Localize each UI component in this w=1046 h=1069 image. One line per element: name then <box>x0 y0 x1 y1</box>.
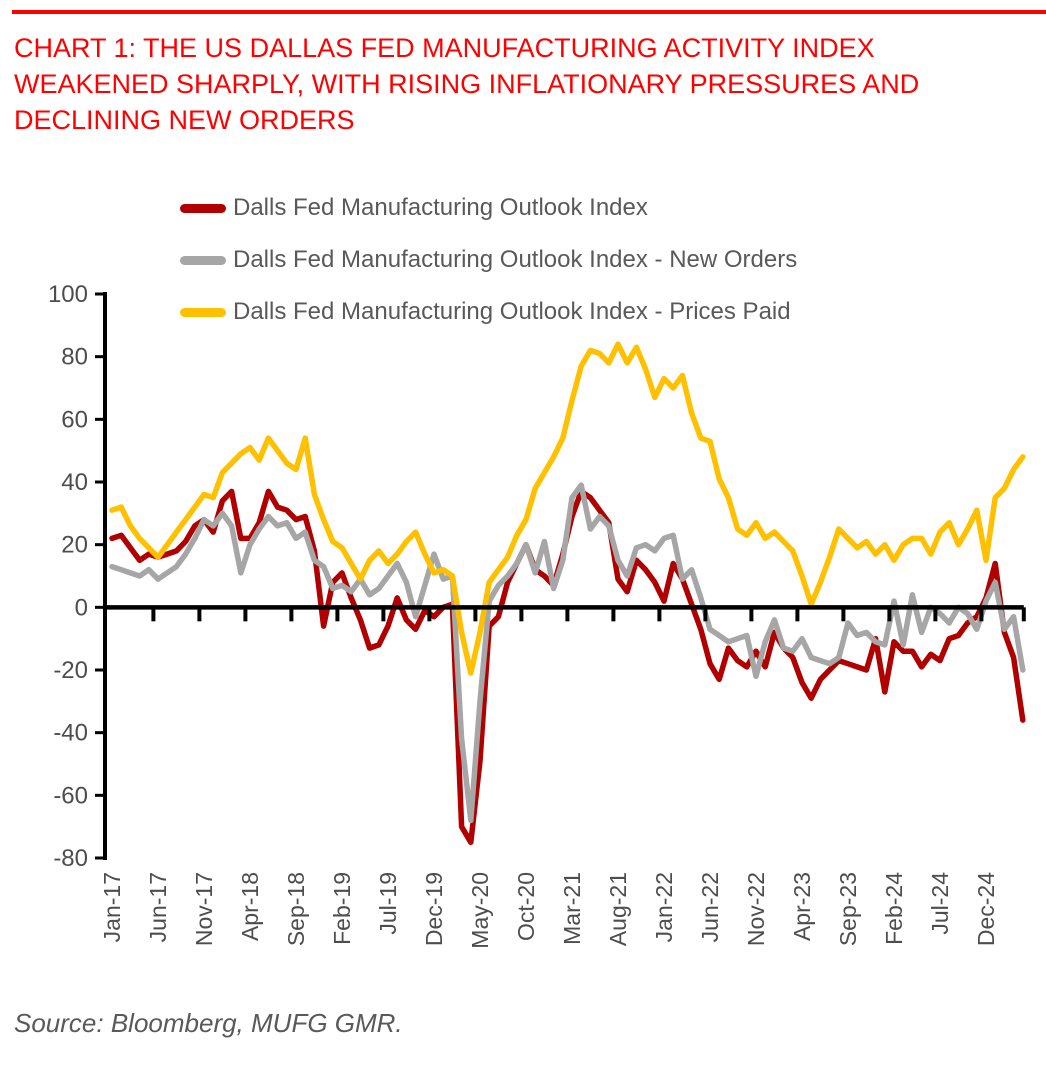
series-lines <box>112 344 1023 842</box>
x-tick-label: Dec-19 <box>421 872 447 947</box>
x-tick-label: Nov-22 <box>743 872 769 947</box>
x-tick-label: Aug-21 <box>605 872 631 947</box>
y-tick-label: 60 <box>61 406 88 434</box>
y-tick-label: 80 <box>61 343 88 371</box>
chart-legend <box>180 182 797 338</box>
legend-label-prices-paid: Dalls Fed Manufacturing Outlook Index - Prices Paid <box>233 298 791 325</box>
legend-item-index <box>180 182 797 234</box>
y-tick-label: 100 <box>47 281 88 308</box>
legend-item-prices-paid <box>180 286 797 338</box>
y-axis <box>48 281 105 872</box>
x-tick-label: Sep-18 <box>283 872 309 947</box>
legend-swatch-new-orders <box>180 256 226 265</box>
x-tick-label: Feb-24 <box>881 872 907 945</box>
x-tick-label: Feb-19 <box>329 872 355 945</box>
x-tick-label: Jul-24 <box>927 872 953 935</box>
chart-title-line3: DECLINING NEW ORDERS <box>14 105 355 135</box>
x-tick-label: Apr-23 <box>789 872 815 942</box>
y-tick-label: 40 <box>61 469 88 496</box>
x-tick-label: Sep-23 <box>835 872 861 947</box>
y-tick-label: -40 <box>53 719 88 747</box>
x-axis <box>103 607 1024 621</box>
x-axis-labels <box>99 872 999 949</box>
legend-label-new-orders: Dalls Fed Manufacturing Outlook Index - New Orders <box>233 246 798 273</box>
legend-item-new-orders <box>180 234 797 286</box>
x-tick-label: Oct-20 <box>513 872 539 942</box>
x-tick-label: Jan-17 <box>99 872 125 943</box>
x-tick-label: May-20 <box>467 872 493 949</box>
x-tick-label: Dec-24 <box>973 872 999 947</box>
x-tick-label: Jan-22 <box>651 872 677 943</box>
chart-title-line1: CHART 1: THE US DALLAS FED MANUFACTURING ACTIVITY INDEX <box>14 33 875 63</box>
source-note: Source: Bloomberg, MUFG GMR. <box>14 1008 403 1038</box>
x-tick-label: Nov-17 <box>191 872 217 947</box>
y-tick-label: 20 <box>61 531 88 559</box>
series-line-2 <box>112 344 1023 673</box>
legend-swatch-index <box>180 204 226 213</box>
x-tick-label: Jun-17 <box>145 872 171 943</box>
x-tick-label: Jun-22 <box>697 872 723 943</box>
y-tick-label: -60 <box>53 782 88 810</box>
legend-label-index: Dalls Fed Manufacturing Outlook Index <box>233 194 648 221</box>
y-tick-label: 0 <box>74 594 88 622</box>
y-tick-label: -20 <box>53 657 88 684</box>
x-tick-label: Mar-21 <box>559 872 585 945</box>
y-tick-label: -80 <box>53 845 88 872</box>
x-tick-label: Jul-19 <box>375 872 401 935</box>
x-tick-label: Apr-18 <box>237 872 263 942</box>
chart-title-line2: WEAKENED SHARPLY, WITH RISING INFLATIONARY PRESSURES AND <box>14 69 920 99</box>
legend-swatch-prices-paid <box>180 308 226 317</box>
